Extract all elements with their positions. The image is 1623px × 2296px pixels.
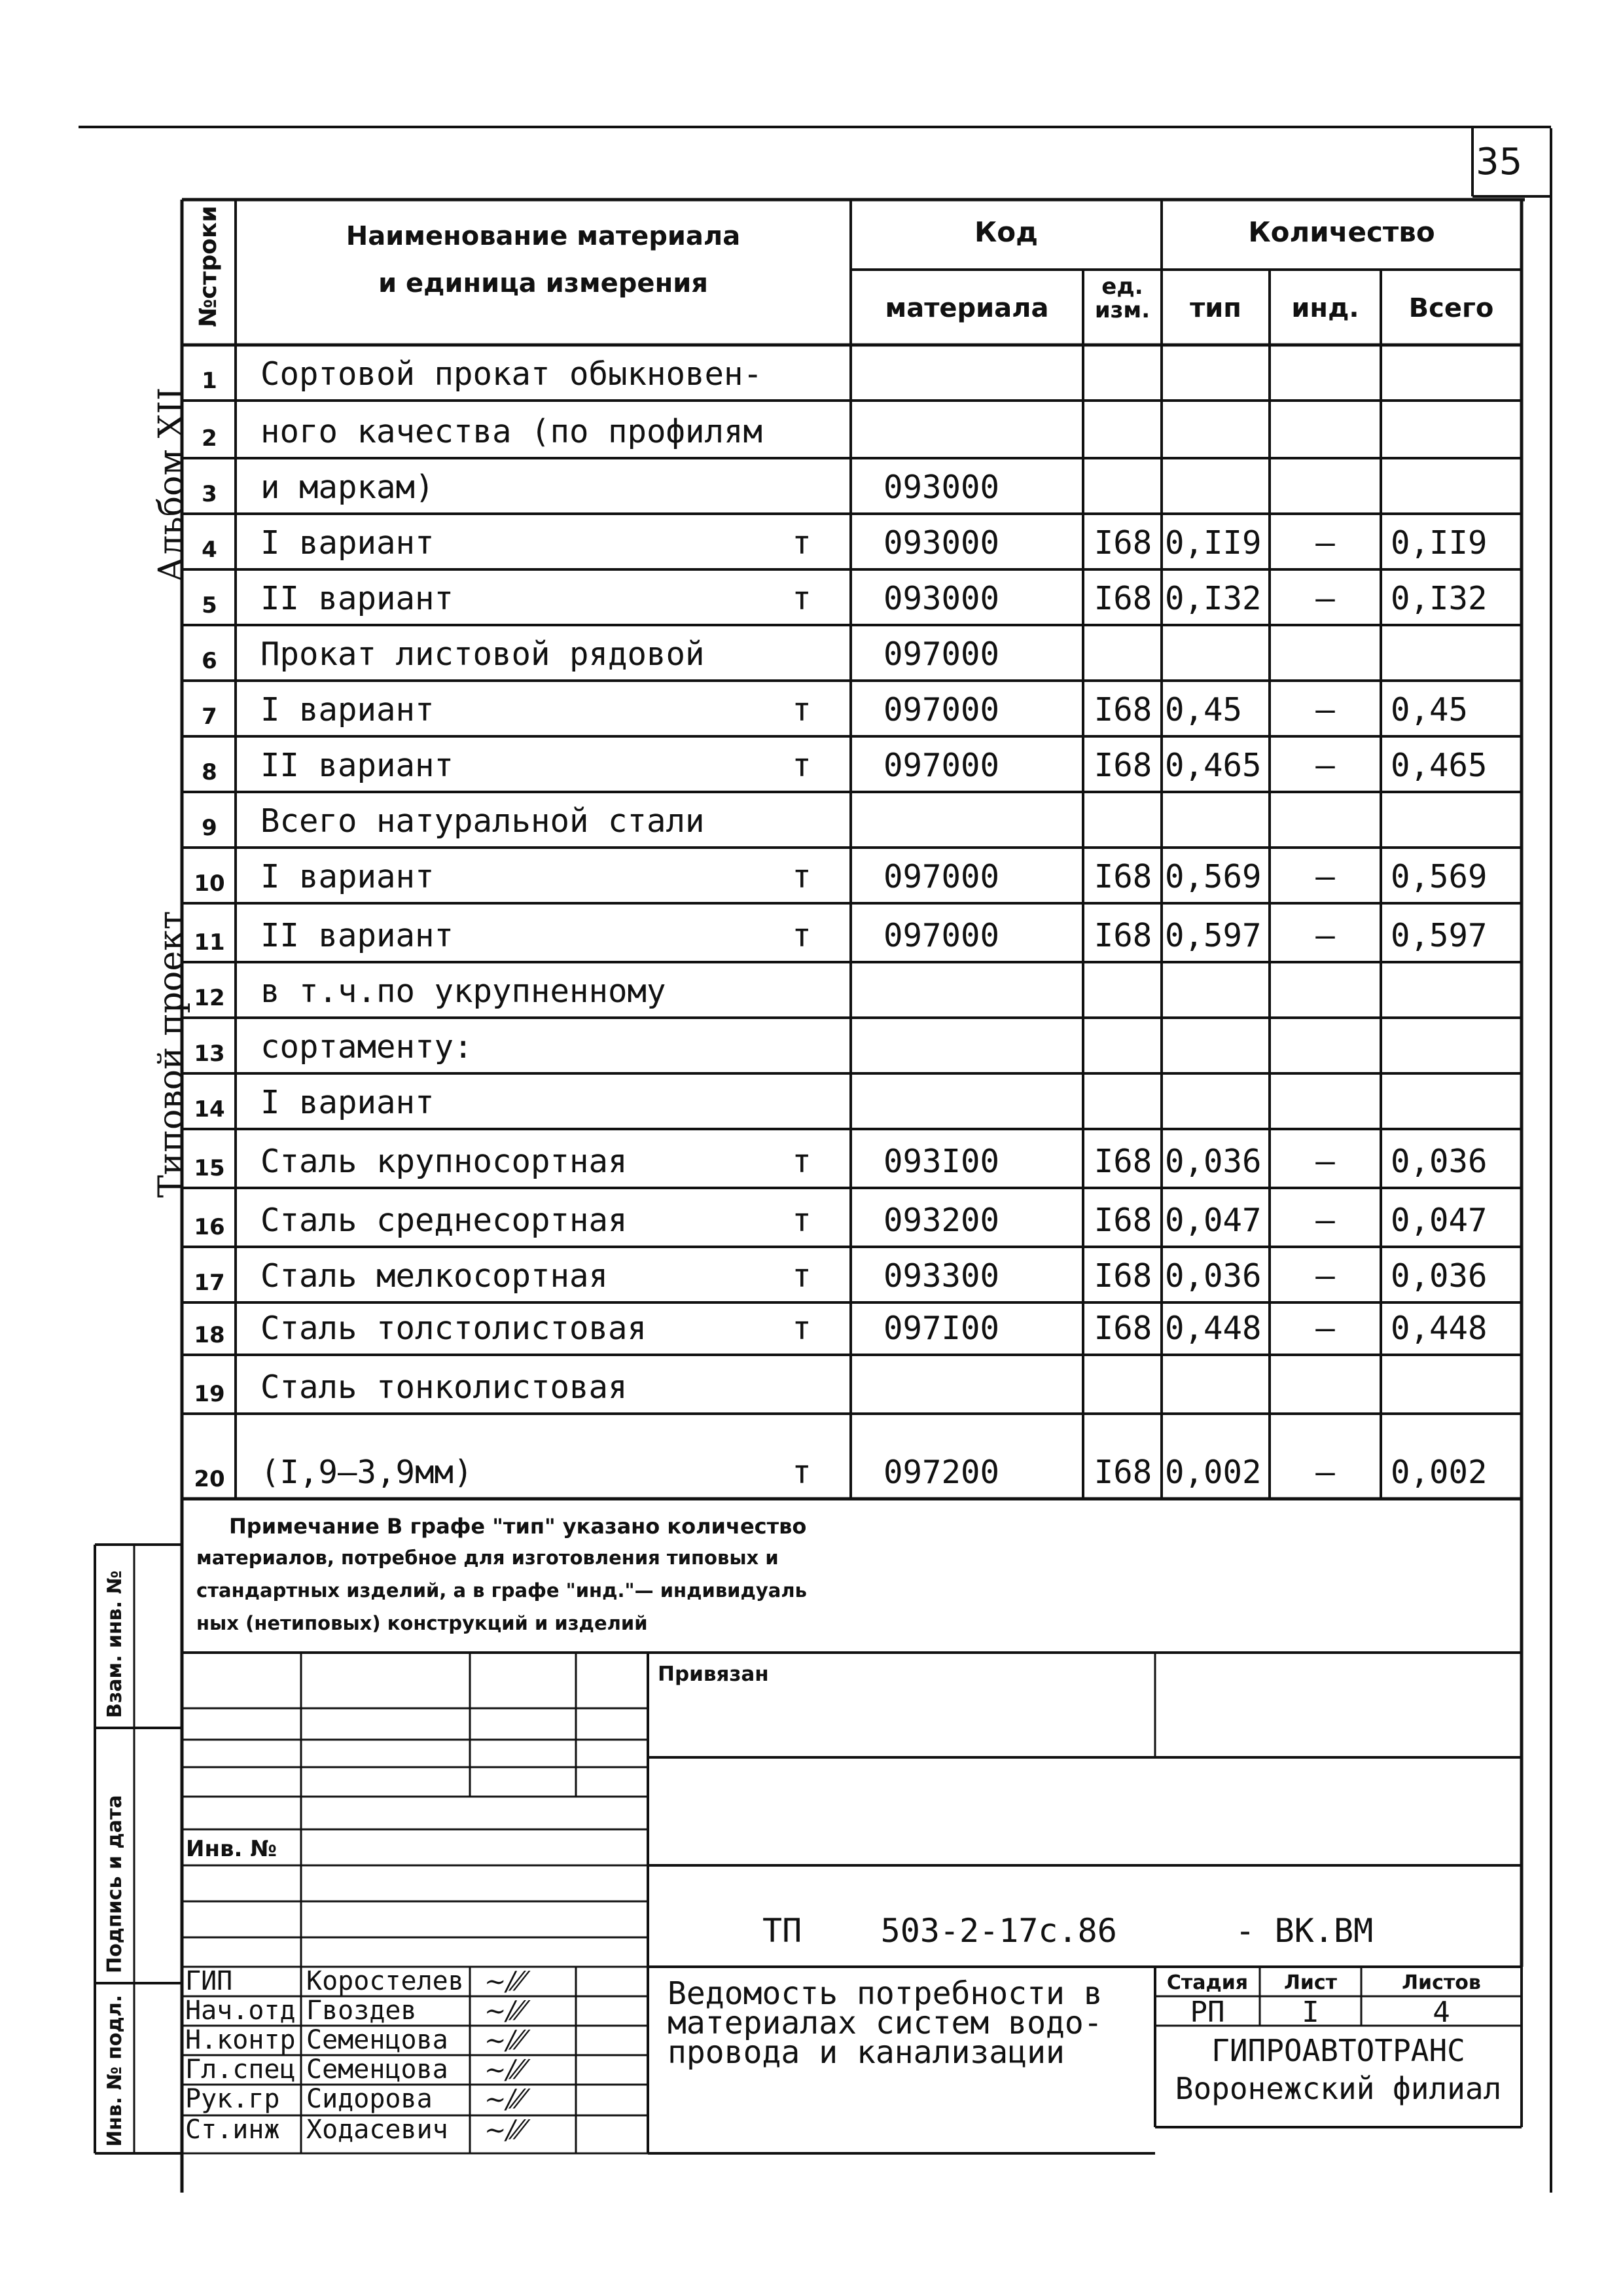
org-line2: Воронежский филиал [1175, 2071, 1502, 2106]
cell-name: Сталь крупносортная [260, 1143, 628, 1180]
header-code-material: материала [885, 293, 1049, 323]
cell-total: 0,45 [1391, 691, 1469, 728]
cell-n: 9 [202, 815, 217, 841]
cell-name: Сталь толстолистовая [260, 1310, 647, 1347]
sheets-value: 4 [1433, 1996, 1450, 2029]
cell-code: 097200 [883, 1454, 1000, 1491]
cell-code: 097I00 [883, 1310, 1000, 1347]
document-code: ТП 503-2-17с.86 - ВК.ВМ [762, 1912, 1374, 1950]
stage-value: РП [1190, 1996, 1225, 2029]
cell-name: Сталь среднесортная [260, 1202, 628, 1239]
cell-ind: – [1315, 1143, 1335, 1180]
signature-scribble: ∼/⁄⁄ [484, 1996, 524, 2026]
cell-ed: I68 [1094, 580, 1152, 617]
cell-code: 093200 [883, 1202, 1000, 1239]
cell-tip: 0,569 [1165, 858, 1262, 895]
cell-unit: т [792, 691, 812, 728]
cell-unit: т [792, 1310, 812, 1347]
cell-unit: т [792, 580, 812, 617]
cell-tip: 0,002 [1165, 1454, 1262, 1491]
staff-role: Н.контр [185, 2025, 296, 2055]
cell-unit: т [792, 1202, 812, 1239]
header-code-unit: ед. изм. [1094, 274, 1150, 323]
staff-name: Коростелев [306, 1966, 464, 1996]
cell-name: II вариант [260, 580, 454, 617]
cell-ind: – [1315, 1202, 1335, 1239]
cell-name: в т.ч.по укрупненному [260, 973, 666, 1010]
cell-tip: 0,45 [1165, 691, 1243, 728]
cell-code: 097000 [883, 691, 1000, 728]
cell-ed: I68 [1094, 691, 1152, 728]
cell-ind: – [1315, 1454, 1335, 1491]
cell-unit: т [792, 1454, 812, 1491]
sheet-value: I [1302, 1996, 1319, 2029]
page-number: 35 [1476, 141, 1523, 183]
privyazan-label: Привязан [658, 1662, 769, 1686]
cell-unit: т [792, 524, 812, 562]
cell-name: и маркам) [260, 469, 435, 506]
cell-name: I вариант [260, 1084, 435, 1121]
cell-tip: 0,036 [1165, 1257, 1262, 1295]
cell-ed: I68 [1094, 524, 1152, 562]
title-line2: материалах систем водо- [668, 2005, 1103, 2041]
cell-ed: I68 [1094, 1257, 1152, 1295]
cell-code: 093000 [883, 524, 1000, 562]
cell-name: I вариант [260, 691, 435, 728]
cell-total: 0,II9 [1391, 524, 1488, 562]
cell-n: 2 [202, 425, 217, 452]
project-label: Типовой проект [152, 910, 191, 1198]
cell-ed: I68 [1094, 917, 1152, 954]
signature-scribble: ∼/⁄⁄ [484, 2085, 524, 2115]
note-line4: ных (нетиповых) конструкций и изделий [196, 1612, 648, 1634]
cell-name: Сталь тонколистовая [260, 1369, 628, 1406]
cell-ind: – [1315, 1310, 1335, 1347]
cell-code: 097000 [883, 858, 1000, 895]
cell-n: 15 [194, 1155, 225, 1181]
cell-n: 12 [194, 985, 225, 1011]
cell-n: 16 [194, 1214, 225, 1240]
header-code: Код [974, 216, 1039, 248]
cell-ind: – [1315, 1257, 1335, 1295]
cell-ind: – [1315, 691, 1335, 728]
cell-n: 13 [194, 1041, 225, 1067]
cell-unit: т [792, 917, 812, 954]
staff-role: Гл.спец [185, 2054, 296, 2085]
cell-tip: 0,047 [1165, 1202, 1262, 1239]
cell-total: 0,I32 [1391, 580, 1488, 617]
cell-total: 0,448 [1391, 1310, 1488, 1347]
cell-n: 7 [202, 704, 217, 730]
cell-ed: I68 [1094, 1310, 1152, 1347]
cell-n: 1 [202, 368, 217, 394]
staff-role: Рук.гр [185, 2084, 280, 2114]
cell-name: Сортовой прокат обыкновен- [260, 355, 763, 393]
album-label: Альбом XII [152, 387, 191, 583]
cell-code: 093I00 [883, 1143, 1000, 1180]
header-qty-ind: инд. [1291, 293, 1359, 323]
cell-tip: 0,036 [1165, 1143, 1262, 1180]
cell-n: 3 [202, 481, 217, 507]
cell-total: 0,036 [1391, 1257, 1488, 1295]
inv-podl-label: Инв. № подл. [103, 1994, 126, 2147]
cell-ind: – [1315, 858, 1335, 895]
staff-name: Семенцова [306, 2025, 448, 2055]
note-line3: стандартных изделий, а в графе "инд."— индивидуаль [196, 1579, 807, 1602]
cell-name: I вариант [260, 858, 435, 895]
cell-n: 8 [202, 759, 217, 785]
cell-name: Сталь мелкосортная [260, 1257, 609, 1295]
cell-ed: I68 [1094, 747, 1152, 784]
cell-total: 0,047 [1391, 1202, 1488, 1239]
cell-name: II вариант [260, 917, 454, 954]
cell-tip: 0,465 [1165, 747, 1262, 784]
cell-ed: I68 [1094, 1454, 1152, 1491]
cell-total: 0,597 [1391, 917, 1488, 954]
cell-total: 0,465 [1391, 747, 1488, 784]
staff-role: ГИП [185, 1966, 233, 1996]
signature-scribble: ∼/⁄⁄ [484, 2026, 524, 2056]
signature-scribble: ∼/⁄⁄ [484, 1967, 524, 1997]
cell-ind: – [1315, 580, 1335, 617]
cell-n: 5 [202, 592, 217, 619]
cell-n: 11 [194, 929, 225, 956]
org-line1: ГИПРОАВТОТРАНС [1211, 2033, 1465, 2068]
cell-tip: 0,448 [1165, 1310, 1262, 1347]
cell-tip: 0,I32 [1165, 580, 1262, 617]
header-name-line1: Наименование материала [346, 221, 741, 251]
cell-n: 14 [194, 1096, 225, 1122]
staff-name: Гвоздев [306, 1996, 417, 2026]
cell-code: 093000 [883, 580, 1000, 617]
cell-n: 18 [194, 1322, 225, 1348]
inv-no-label: Инв. № [186, 1836, 277, 1862]
cell-n: 6 [202, 648, 217, 674]
cell-ind: – [1315, 524, 1335, 562]
cell-name: ного качества (по профилям [260, 413, 763, 450]
header-row-no: №строки [195, 206, 222, 327]
cell-n: 17 [194, 1270, 225, 1296]
cell-name: (I,9–3,9мм) [260, 1454, 473, 1491]
title-line1: Ведомость потребности в [668, 1975, 1103, 2012]
cell-total: 0,569 [1391, 858, 1488, 895]
cell-ed: I68 [1094, 1143, 1152, 1180]
cell-name: сортаменту: [260, 1028, 473, 1066]
note-line1: Примечание В графе "тип" указано количество [229, 1514, 807, 1539]
header-quantity: Количество [1248, 216, 1435, 248]
cell-tip: 0,597 [1165, 917, 1262, 954]
cell-n: 4 [202, 537, 217, 563]
cell-name: Всего натуральной стали [260, 802, 705, 840]
podpis-data-label: Подпись и дата [103, 1795, 126, 1973]
staff-name: Ходасевич [306, 2115, 448, 2145]
cell-name: Прокат листовой рядовой [260, 636, 705, 673]
cell-tip: 0,II9 [1165, 524, 1262, 562]
sheets-label: Листов [1402, 1971, 1481, 1994]
cell-ed: I68 [1094, 858, 1152, 895]
cell-unit: т [792, 858, 812, 895]
cell-code: 097000 [883, 917, 1000, 954]
signature-scribble: ∼/⁄⁄ [484, 2115, 524, 2145]
staff-name: Семенцова [306, 2054, 448, 2085]
cell-n: 19 [194, 1381, 225, 1407]
cell-ind: – [1315, 917, 1335, 954]
stage-label: Стадия [1166, 1971, 1249, 1994]
sheet-label: Лист [1283, 1971, 1338, 1994]
note-line2: материалов, потребное для изготовления типовых и [196, 1547, 779, 1569]
title-line3: провода и канализации [668, 2034, 1065, 2071]
cell-unit: т [792, 747, 812, 784]
cell-name: II вариант [260, 747, 454, 784]
staff-role: Нач.отд [185, 1996, 296, 2026]
header-name-line2: и единица измерения [378, 268, 708, 298]
cell-total: 0,002 [1391, 1454, 1488, 1491]
cell-name: I вариант [260, 524, 435, 562]
header-qty-type: тип [1190, 293, 1241, 323]
staff-role: Ст.инж [185, 2115, 280, 2145]
vzam-inv-label: Взам. инв. № [103, 1570, 126, 1718]
cell-n: 20 [194, 1466, 225, 1492]
staff-name: Сидорова [306, 2084, 433, 2114]
cell-ed: I68 [1094, 1202, 1152, 1239]
cell-ind: – [1315, 747, 1335, 784]
header-qty-total: Всего [1408, 293, 1494, 323]
cell-unit: т [792, 1143, 812, 1180]
cell-code: 093000 [883, 469, 1000, 506]
cell-total: 0,036 [1391, 1143, 1488, 1180]
cell-code: 093300 [883, 1257, 1000, 1295]
signature-scribble: ∼/⁄⁄ [484, 2055, 524, 2085]
cell-unit: т [792, 1257, 812, 1295]
cell-n: 10 [194, 870, 225, 897]
cell-code: 097000 [883, 747, 1000, 784]
cell-code: 097000 [883, 636, 1000, 673]
